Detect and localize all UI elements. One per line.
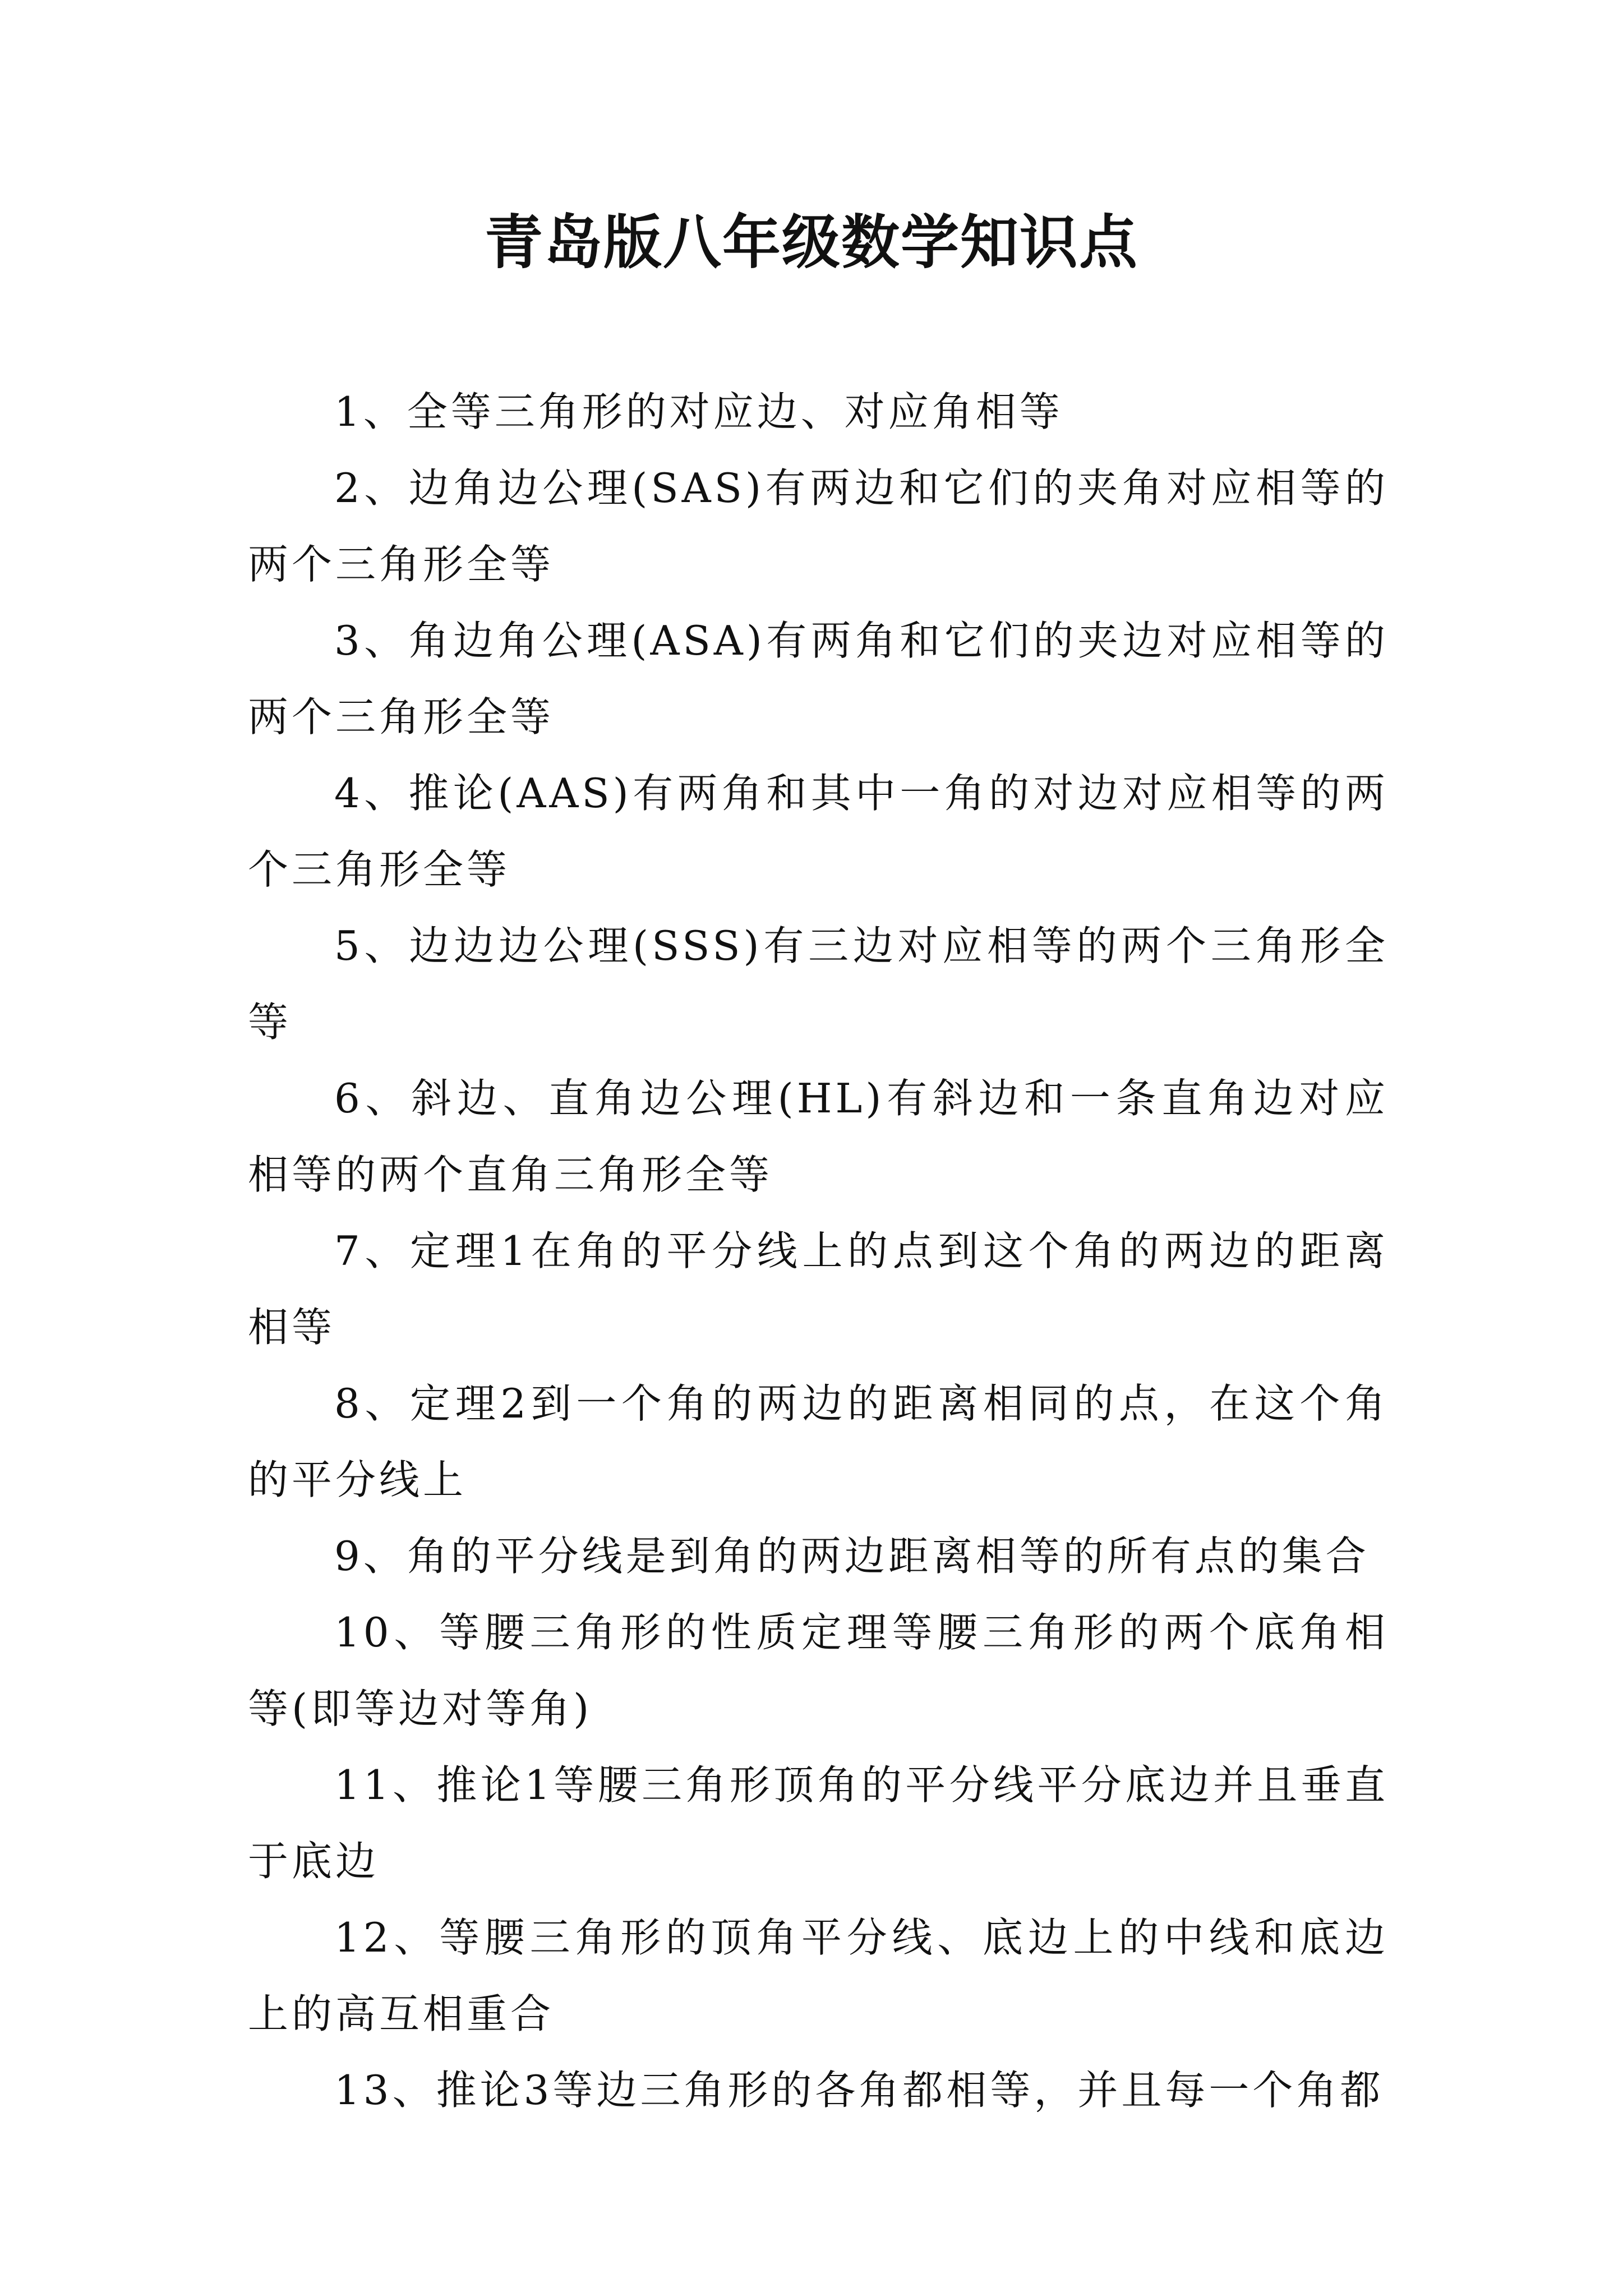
list-item: 2、边角边公理(SAS)有两边和它们的夹角对应相等的两个三角形全等 xyxy=(248,464,1389,588)
list-item: 7、定理1在角的平分线上的点到这个角的两边的距离相等 xyxy=(248,1227,1389,1351)
list-item: 1、全等三角形的对应边、对应角相等 xyxy=(334,388,1063,435)
list-item: 11、推论1等腰三角形顶角的平分线平分底边并且垂直于底边 xyxy=(248,1761,1389,1885)
document-body xyxy=(248,374,1389,2128)
list-item: 8、定理2到一个角的两边的距离相同的点，在这个角的平分线上 xyxy=(248,1380,1389,1503)
list-item: 12、等腰三角形的顶角平分线、底边上的中线和底边上的高互相重合 xyxy=(248,1914,1389,2037)
list-item: 10、等腰三角形的性质定理等腰三角形的两个底角相等(即等边对等角) xyxy=(248,1609,1389,1732)
list-item: 4、推论(AAS)有两角和其中一角的对边对应相等的两个三角形全等 xyxy=(248,770,1389,893)
list-item: 5、边边边公理(SSS)有三边对应相等的两个三角形全等 xyxy=(248,922,1389,1046)
document-title: 青岛版八年级数学知识点 xyxy=(484,208,1138,277)
list-item: 3、角边角公理(ASA)有两角和它们的夹边对应相等的两个三角形全等 xyxy=(248,617,1389,740)
list-item: 6、斜边、直角边公理(HL)有斜边和一条直角边对应相等的两个直角三角形全等 xyxy=(248,1075,1389,1198)
list-item: 9、角的平分线是到角的两边距离相等的所有点的集合 xyxy=(334,1533,1370,1580)
list-item: 13、推论3等边三角形的各角都相等，并且每一个角都 xyxy=(334,2067,1384,2114)
